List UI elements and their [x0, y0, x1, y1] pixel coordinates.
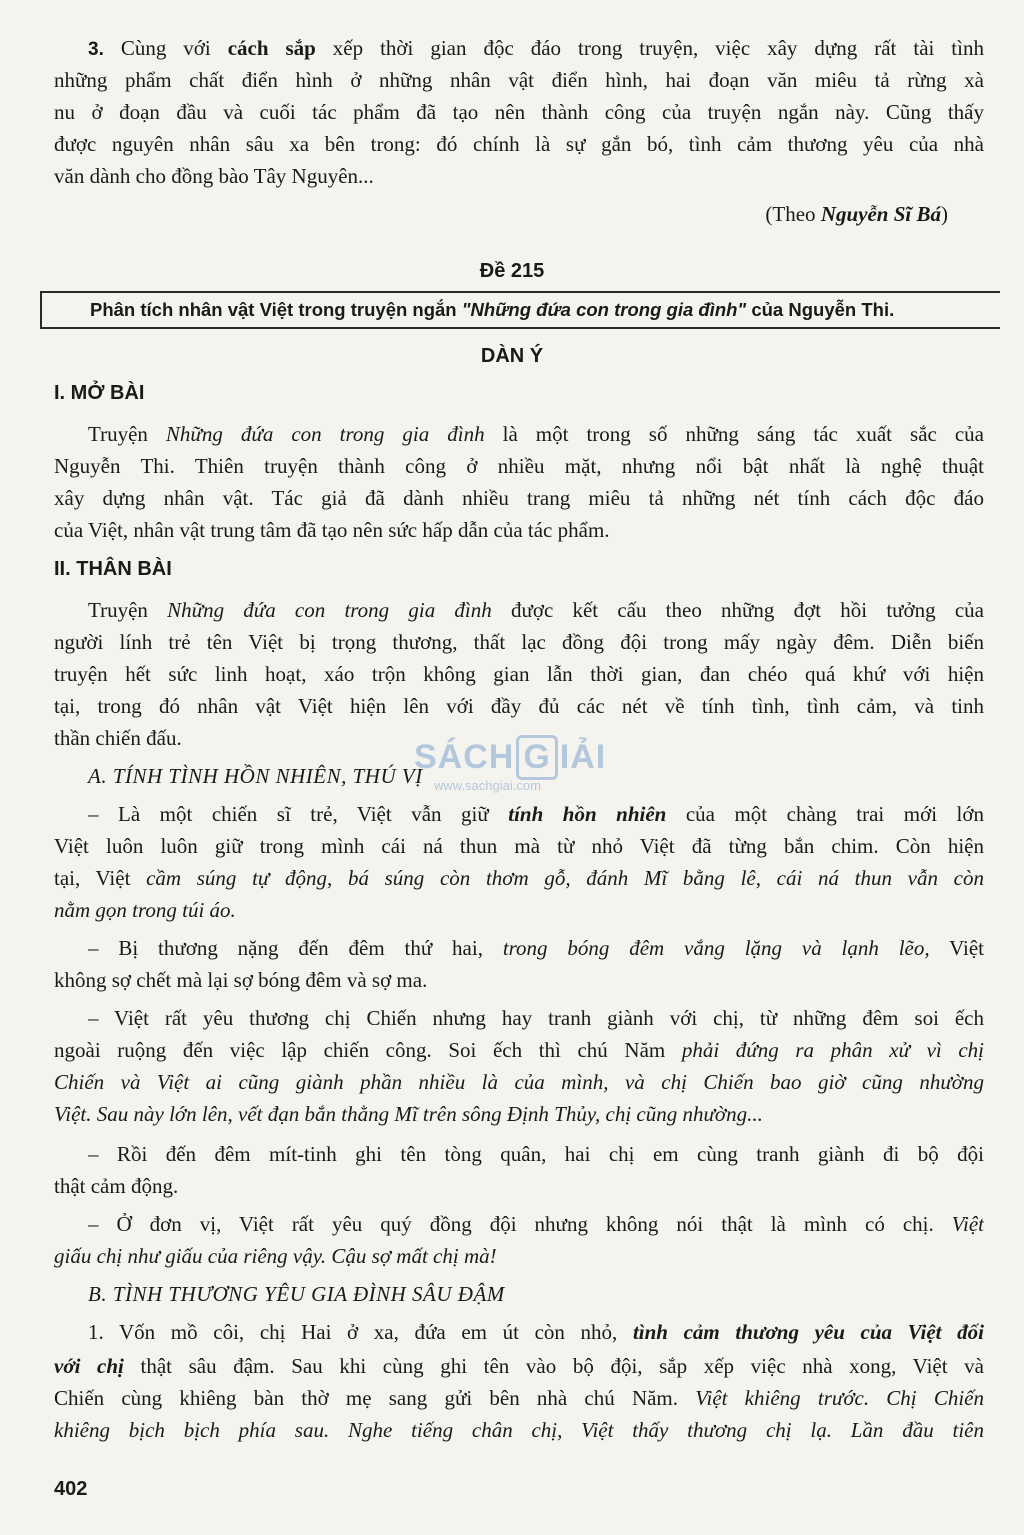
- body-line: thần chiến đấu.: [54, 726, 182, 750]
- body-line: tại, Việt cầm súng tự động, bá súng còn thơm gỗ, đánh Mĩ bằng lê, cái ná thun vẫn còn: [54, 866, 984, 890]
- body-line: ngoài ruộng đến việc lập chiến công. Soi ếch thì chú Năm phải đứng ra phân xử vì chị: [54, 1038, 984, 1062]
- body-line: Việt. Sau này lớn lên, vết đạn bắn thằng Mĩ trên sông Định Thủy, chị cũng nhường...: [54, 1102, 763, 1126]
- intro-line: những phẩm chất điển hình ở những nhân vật điển hình, hai đoạn văn miêu tả rừng xà: [54, 68, 984, 92]
- body-line: Việt luôn luôn giữ trong mình cái ná thun mà từ nhỏ Việt đã từng bắn chim. Còn hiện: [54, 834, 984, 858]
- exam-prompt-box: [40, 291, 1000, 329]
- subsection-heading: B. TÌNH THƯƠNG YÊU GIA ĐÌNH SÂU ĐẬM: [88, 1282, 505, 1306]
- body-line: với chị thật sâu đậm. Sau khi cùng ghi tên vào bộ đội, sắp xếp việc nhà xong, Việt và: [54, 1354, 984, 1378]
- body-line: không sợ chết mà lại sợ bóng đêm và sợ ma.: [54, 968, 428, 992]
- body-line: xây dựng nhân vật. Tác giả đã dành nhiều trang miêu tả những nét tính cách độc đáo: [54, 486, 984, 510]
- body-line: Truyện Những đứa con trong gia đình được kết cấu theo những đợt hồi tưởng của: [88, 598, 984, 622]
- bullet-line: – Bị thương nặng đến đêm thứ hai, trong bóng đêm vắng lặng và lạnh lẽo, Việt: [88, 936, 984, 960]
- body-line: Truyện Những đứa con trong gia đình là một trong số những sáng tác xuất sắc của: [88, 422, 984, 446]
- subsection-heading: A. TÍNH TÌNH HỒN NHIÊN, THÚ VỊ: [88, 764, 423, 788]
- body-line: Nguyễn Thi. Thiên truyện thành công ở nhiều mặt, nhưng nổi bật nhất là nghệ thuật: [54, 454, 984, 478]
- body-line: truyện hết sức linh hoạt, xáo trộn không gian lẫn thời gian, đan chéo quá khứ với hiện: [54, 662, 984, 686]
- body-line: giấu chị như giấu của riêng vậy. Cậu sợ mất chị mà!: [54, 1244, 497, 1268]
- intro-line: nu ở đoạn đầu và cuối tác phẩm đã tạo nên thành công của truyện ngắn này. Cũng thấy: [54, 100, 984, 124]
- body-line: 1. Vốn mồ côi, chị Hai ở xa, đứa em út còn nhỏ, tình cảm thương yêu của Việt đối: [88, 1320, 984, 1344]
- bullet-line: – Ở đơn vị, Việt rất yêu quý đồng đội nhưng không nói thật là mình có chị. Việt: [88, 1212, 984, 1236]
- section-heading: I. MỞ BÀI: [54, 382, 145, 404]
- bullet-line: – Việt rất yêu thương chị Chiến nhưng hay tranh giành với chị, từ những đêm soi ếch: [88, 1006, 984, 1030]
- body-line: người lính trẻ tên Việt bị trọng thương, thất lạc đồng đội trong mấy ngày đêm. Diễn biến: [54, 630, 984, 654]
- body-line: nằm gọn trong túi áo.: [54, 898, 236, 922]
- section-heading: II. THÂN BÀI: [54, 558, 172, 580]
- intro-line: văn dành cho đồng bào Tây Nguyên...: [54, 164, 374, 188]
- attribution: (Theo Nguyễn Sĩ Bá): [765, 202, 948, 226]
- intro-line: được nguyên nhân sâu xa bên trong: đó chính là sự gắn bó, tình cảm thương yêu của nhà: [54, 132, 984, 156]
- body-line: Chiến và Việt ai cũng giành phần nhiều là của mình, và chị Chiến bao giờ cũng nhường: [54, 1070, 984, 1094]
- exam-prompt: Phân tích nhân vật Việt trong truyện ngắn "Những đứa con trong gia đình" của Nguyễn Thi.: [90, 299, 895, 320]
- intro-line: 3. Cùng với cách sắp xếp thời gian độc đáo trong truyện, việc xây dựng rất tài tình: [88, 36, 984, 60]
- page-number: 402: [54, 1478, 88, 1500]
- body-line: tại, trong đó nhân vật Việt hiện lên với đầy đủ các nét về tính tình, tình cảm, và tinh: [54, 694, 984, 718]
- body-line: thật cảm động.: [54, 1174, 179, 1198]
- body-line: của Việt, nhân vật trung tâm đã tạo nên sức hấp dẫn của tác phẩm.: [54, 518, 610, 542]
- body-line: Chiến cùng khiêng bàn thờ mẹ sang gửi bên nhà chú Năm. Việt khiêng trước. Chị Chiến: [54, 1386, 984, 1410]
- body-line: khiêng bịch bịch phía sau. Nghe tiếng chân chị, Việt thấy thương chị lạ. Lần đầu tiên: [54, 1418, 984, 1442]
- outline-title: DÀN Ý: [480, 345, 544, 367]
- exam-number: Đề 215: [479, 260, 545, 282]
- bullet-line: – Rồi đến đêm mít-tinh ghi tên tòng quân, hai chị em cùng tranh giành đi bộ đội: [88, 1142, 984, 1166]
- watermark-logo: SÁCH G IẢI www.sachgiai.com: [414, 735, 614, 805]
- bullet-line: – Là một chiến sĩ trẻ, Việt vẫn giữ tính hồn nhiên của một chàng trai mới lớn: [88, 802, 984, 826]
